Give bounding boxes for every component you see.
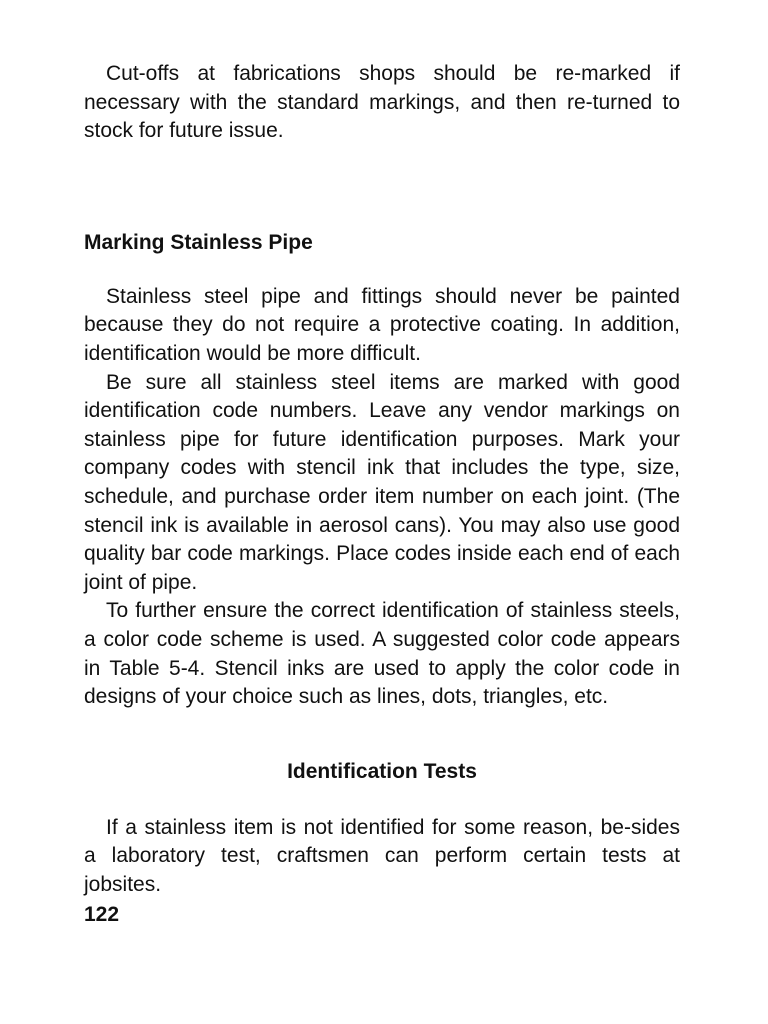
section-heading-marking-stainless-pipe: Marking Stainless Pipe: [84, 230, 313, 254]
paragraph-marking-2: Be sure all stainless steel items are marked with good identification code numbers. Leave any vendor markings on stainless pipe for future identification purposes. Mark your company codes with stencil ink that includes the type, size, schedule, and purchase order item number on each joint. (The stencil ink is available in aerosol cans). You may also use good quality bar code markings. Place codes inside each end of each joint of pipe.: [84, 370, 680, 594]
document-page: [84, 60, 680, 929]
page-number: 122: [84, 903, 120, 927]
paragraph-identification: If a stainless item is not identified for some reason, be-sides a laboratory test, craftsmen can perform certain tests at jobsites.: [84, 815, 680, 896]
section-heading-identification-tests: Identification Tests: [287, 759, 477, 783]
intro-paragraph: Cut-offs at fabrications shops should be re-marked if necessary with the standard markings, and then re-turned to stock for future issue.: [84, 62, 680, 143]
paragraph-marking-3: To further ensure the correct identification of stainless steels, a color code scheme is used. A suggested color code appears in Table 5-4. Stencil inks are used to apply the color code in designs of your choice such as lines, dots, triangles, etc.: [84, 599, 680, 709]
paragraph-marking-1: Stainless steel pipe and fittings should never be painted because they do not require a protective coating. In addition, identification would be more difficult.: [84, 284, 680, 365]
